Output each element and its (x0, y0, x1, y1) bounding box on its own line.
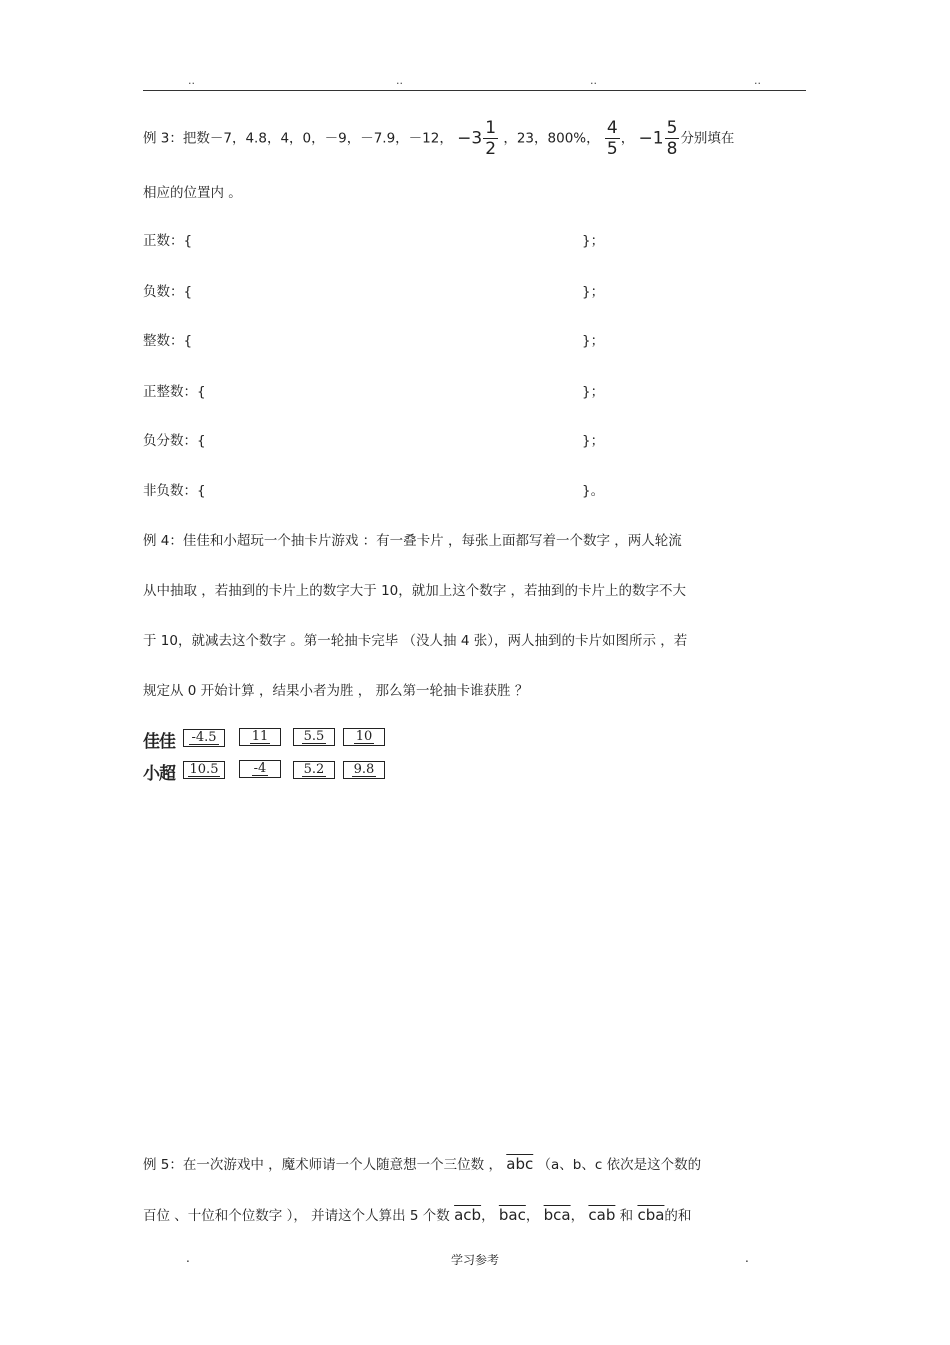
footer-right-mark: . (745, 1251, 749, 1265)
card: 5.2 (293, 761, 335, 779)
example3-mixed3-fraction (665, 118, 680, 159)
example5-line1-b: （a、b、c 依次是这个数的 (537, 1157, 702, 1173)
card: 11 (239, 728, 281, 746)
example3-line2: 相应的位置内 。 (143, 185, 242, 201)
example5-line1 (143, 1155, 701, 1174)
set-end-positive: }； (582, 233, 605, 249)
header-mark-3: .. (590, 74, 597, 87)
example5-number: $\overline{cab}$ (588, 1206, 616, 1224)
example5-number-abc: $\overline{abc}$ (506, 1155, 534, 1173)
example3-sep: ， (620, 130, 635, 147)
fraction-denominator: 2 (485, 139, 497, 159)
footer-title: 学习参考 (451, 1253, 500, 1267)
player-name-xiaochao: 小超 (143, 764, 175, 784)
example4-line2: 从中抽取 ，若抽到的卡片上的数字大于 10，就加上这个数字 ，若抽到的卡片上的数字不大 (143, 583, 687, 599)
example5-and: 和 (619, 1208, 634, 1224)
example5-number: $\overline{bca}$ (543, 1206, 571, 1224)
set-label-non-negative: 非负数：{ (143, 483, 206, 499)
footer-left-mark: . (186, 1251, 190, 1265)
example5-sep: ， (481, 1208, 495, 1224)
set-end-non-negative: }。 (582, 483, 605, 499)
set-end-negative: }； (582, 284, 605, 300)
fraction-denominator: 8 (666, 139, 678, 159)
fraction-numerator: 4 (606, 118, 618, 138)
header-mark-1: .. (188, 74, 195, 87)
example5-number: $\overline{cba}$ (637, 1206, 665, 1224)
set-label-positive: 正数：{ (143, 233, 193, 249)
card: 5.5 (293, 728, 335, 746)
example3-suffix: 分别填在 (680, 130, 735, 147)
example5-line2-a: 百位 、十位和个位数字 ）， 并请这个人算出 5 个数 (143, 1208, 450, 1224)
example3-mixed3-whole: −1 (638, 128, 664, 149)
example3-line1 (143, 118, 734, 159)
header-mark-4: .. (754, 74, 761, 87)
fraction-denominator: 5 (606, 139, 618, 159)
example5-line2 (143, 1206, 691, 1225)
example3-prefix: 例 3：把数－7，4.8，4，0，－9，－7.9，－12， (143, 130, 453, 147)
header-mark-2: .. (396, 74, 403, 87)
set-end-integer: }； (582, 333, 605, 349)
example3-mixed1-fraction (483, 118, 498, 159)
set-label-positive-integer: 正整数：{ (143, 384, 206, 400)
example3-fraction2 (605, 118, 620, 159)
example3-mixed1-whole: −3 (457, 128, 483, 149)
header-rule (143, 90, 806, 91)
example5-line2-end: 的和 (664, 1208, 692, 1224)
example5-sep: ， (525, 1208, 540, 1224)
set-end-negative-fraction: }； (582, 433, 605, 449)
card: 10 (343, 728, 385, 746)
set-label-negative: 负数：{ (143, 284, 193, 300)
card: 9.8 (343, 761, 385, 779)
fraction-numerator: 5 (666, 118, 678, 138)
card: 10.5 (183, 761, 225, 779)
example4-line1: 例 4：佳佳和小超玩一个抽卡片游戏 ：有一叠卡片 ，每张上面都写着一个数字 ，两人轮流 (143, 533, 682, 549)
card: -4.5 (183, 729, 225, 747)
card: -4 (239, 760, 281, 778)
example5-number: $\overline{acb}$ (454, 1206, 482, 1224)
fraction-numerator: 1 (485, 118, 497, 138)
example5-line1-a: 例 5：在一次游戏中 ，魔术师请一个人随意想一个三位数 ， (143, 1157, 502, 1173)
example3-mid: ，23，800%， (503, 130, 600, 147)
set-end-positive-integer: }； (582, 384, 605, 400)
example4-line3: 于 10，就减去这个数字 。第一轮抽卡完毕 （没人抽 4 张），两人抽到的卡片如图所示 ，若 (143, 633, 688, 649)
example5-sep: ， (570, 1208, 585, 1224)
player-name-jiajia: 佳佳 (143, 732, 175, 752)
example5-number: $\overline{bac}$ (498, 1206, 526, 1224)
set-label-negative-fraction: 负分数：{ (143, 433, 206, 449)
example4-line4: 规定从 0 开始计算 ，结果小者为胜 ， 那么第一轮抽卡谁获胜 ？ (143, 683, 529, 699)
set-label-integer: 整数：{ (143, 333, 193, 349)
